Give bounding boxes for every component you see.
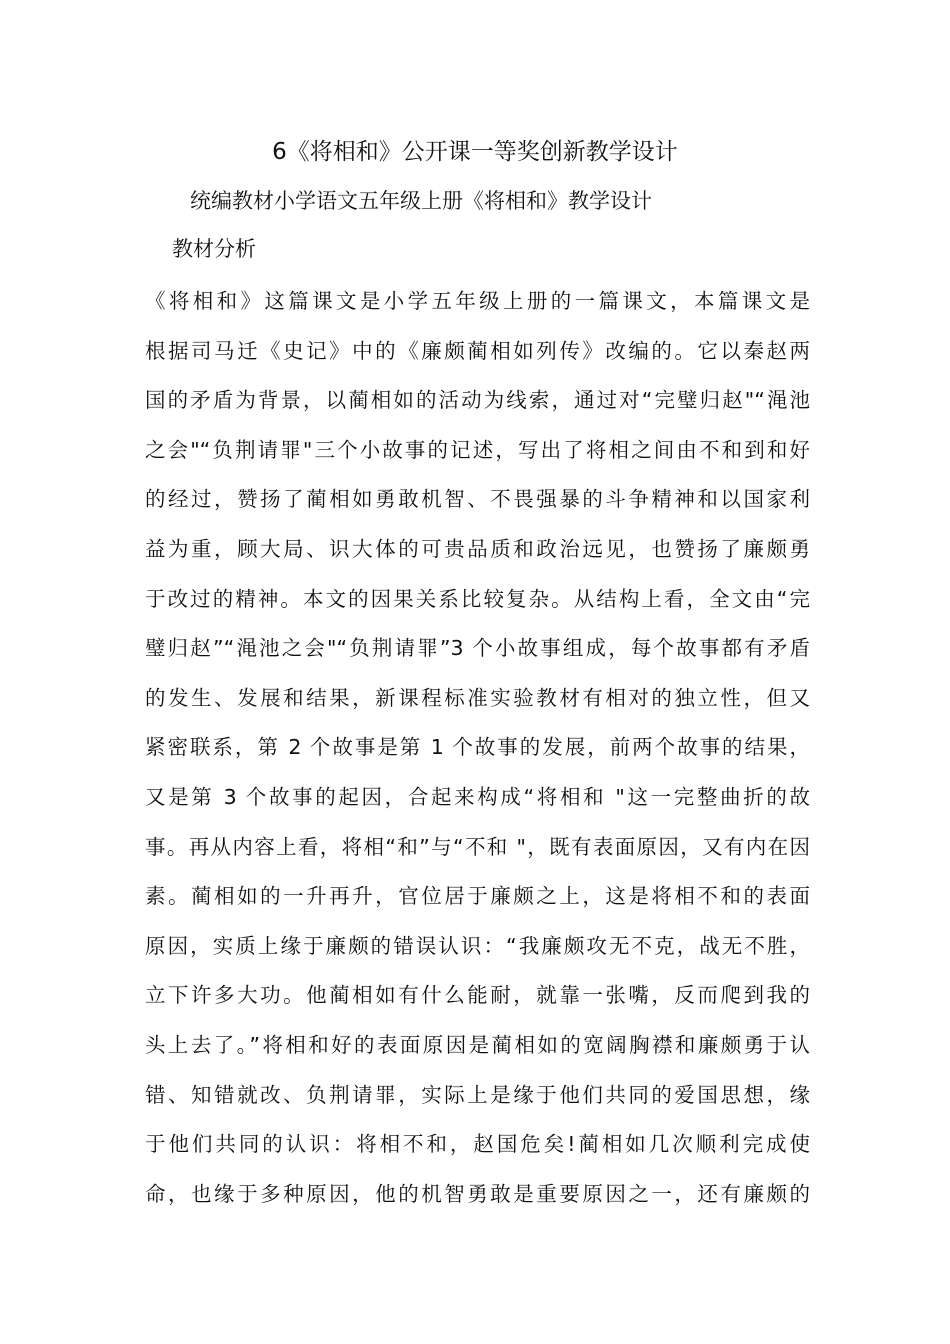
section-heading: 教材分析 bbox=[172, 237, 256, 261]
paragraph-line: 的发生、发展和结果，新课程标准实验教材有相对的独立性，但又 bbox=[145, 685, 810, 710]
paragraph-line: 根据司马迁《史记》中的《廉颇蔺相如列传》改编的。它以秦赵两 bbox=[145, 338, 810, 363]
paragraph-line: 《将相和》这篇课文是小学五年级上册的一篇课文，本篇课文是 bbox=[145, 289, 810, 313]
paragraph-line: 错、知错就改、负荆请罪，实际上是缘于他们共同的爱国思想，缘 bbox=[145, 1082, 810, 1107]
paragraph-line: 于他们共同的认识：将相不和，赵国危矣!蔺相如几次顺利完成使 bbox=[145, 1132, 810, 1157]
paragraph-line: 又是第 3 个故事的起因，合起来构成“将相和 "这一完整曲折的故 bbox=[145, 784, 810, 809]
paragraph-line: 事。再从内容上看，将相“和”与“不和 "，既有表面原因，又有内在因 bbox=[145, 834, 810, 859]
paragraph-line: 紧密联系，第 2 个故事是第 1 个故事的发展，前两个故事的结果， bbox=[145, 735, 810, 760]
paragraph-line: 于改过的精神。本文的因果关系比较复杂。从结构上看，全文由“完 bbox=[145, 586, 810, 611]
paragraph-line: 的经过，赞扬了蔺相如勇敢机智、不畏强暴的斗争精神和以国家利 bbox=[145, 487, 810, 512]
body-paragraph bbox=[145, 281, 810, 1223]
paragraph-line: 原因，实质上缘于廉颇的错误认识：“我廉颇攻无不克，战无不胜， bbox=[145, 933, 810, 958]
paragraph-line: 命，也缘于多种原因，他的机智勇敢是重要原因之一，还有廉颇的 bbox=[145, 1181, 810, 1206]
document-subtitle: 统编教材小学语文五年级上册《将相和》教学设计 bbox=[190, 189, 652, 213]
paragraph-line: 素。蔺相如的一升再升，官位居于廉颇之上，这是将相不和的表面 bbox=[145, 884, 810, 909]
document-title: 6《将相和》公开课一等奖创新教学设计 bbox=[272, 139, 678, 165]
paragraph-line: 头上去了。”将相和好的表面原因是蔺相如的宽阔胸襟和廉颇勇于认 bbox=[145, 1032, 810, 1057]
paragraph-line: 立下许多大功。他蔺相如有什么能耐，就靠一张嘴，反而爬到我的 bbox=[145, 983, 810, 1008]
paragraph-line: 国的矛盾为背景，以蔺相如的活动为线索，通过对“完璧归赵"“渑池 bbox=[145, 388, 810, 413]
paragraph-line: 之会"“负荆请罪"三个小故事的记述，写出了将相之间由不和到和好 bbox=[145, 437, 810, 462]
paragraph-line: 益为重，顾大局、识大体的可贵品质和政治远见，也赞扬了廉颇勇 bbox=[145, 536, 810, 561]
paragraph-line: 璧归赵”“渑池之会"“负荆请罪”3 个小故事组成，每个故事都有矛盾 bbox=[145, 636, 810, 661]
